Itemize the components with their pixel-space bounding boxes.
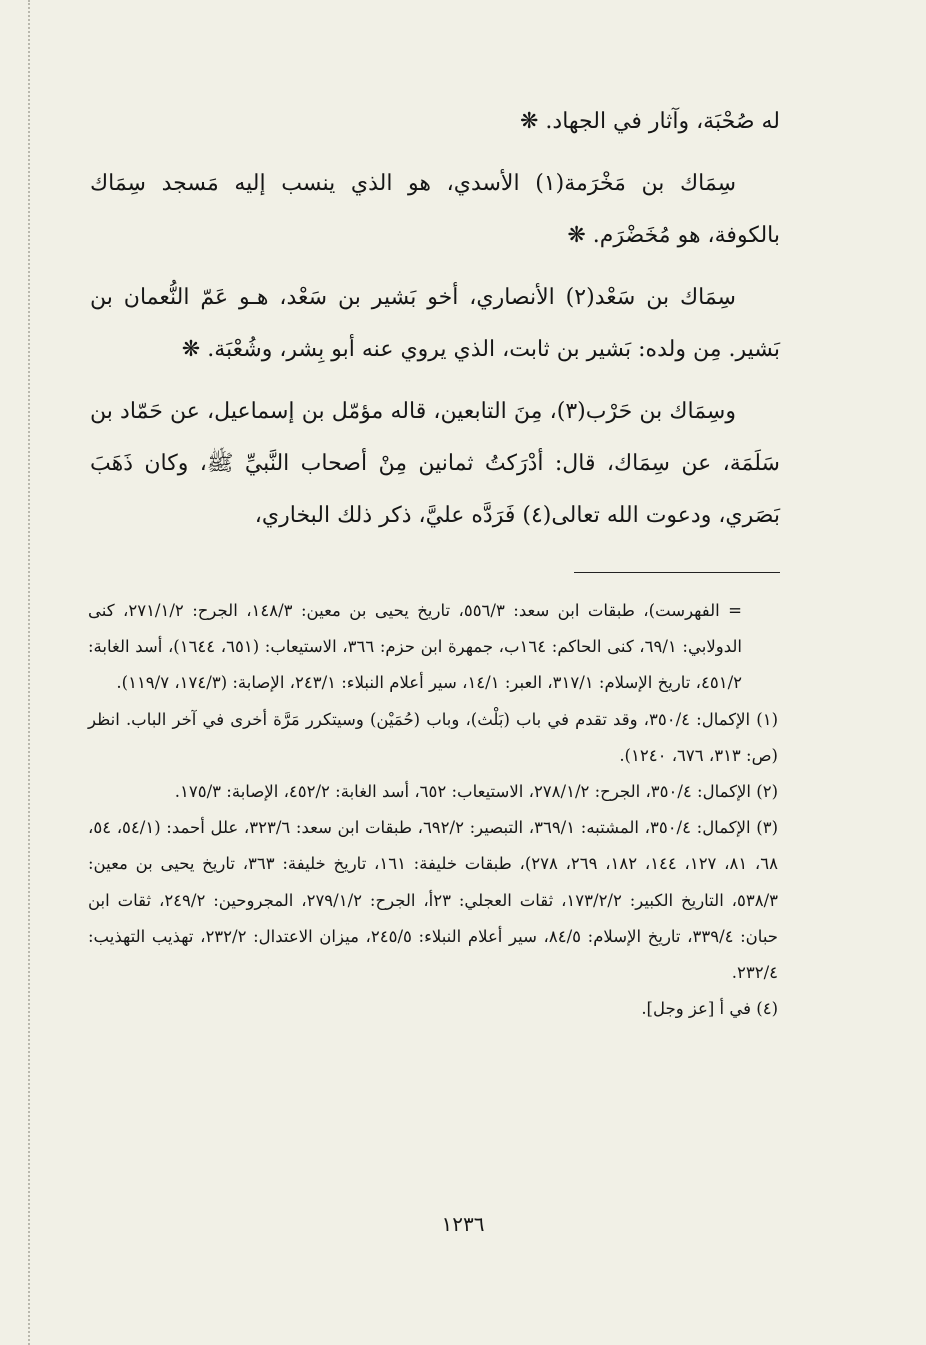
paragraph-1: له صُحْبَة، وآثار في الجهاد. ❋ (519, 109, 780, 134)
footnote-4: (٤) في أ [عز وجل]. (641, 999, 778, 1019)
footnote-1: (١) الإكمال: ٣٥٠/٤، وقد تقدم في باب (بَلْث)، وباب (حُمَيْن) وسيتكرر مَرَّة أخرى في آخر الباب. انظر (ص: ٣١٣، ٦٧٦، ١٢٤٠). (88, 709, 778, 765)
footnote-continuation: = الفهرست)، طبقات ابن سعد: ٥٥٦/٣، تاريخ يحيى بن معين: ١٤٨/٣، الجرح: ٢٧١/١/٢، كنى الدولابي: ٦٩/١، كنى الحاكم: ١٦٤ب، جمهرة ابن حزم: ٣٦٦، الاستيعاب: (٦٥١، ١٦٤٤)، أسد الغابة: ٤٥١/٢، تاريخ الإسلام: ٣١٧/١، العبر: ١٤/١، سير أعلام النبلاء: ٢٤٣/١، الإصابة: (١٧٤/٣، ١١٩/٧). (88, 601, 742, 693)
page-edge-dotted-line (28, 0, 30, 1345)
paragraph-simak-bin-saad: سِمَاك بن سَعْد(٢) الأنصاري، أخو بَشير بن سَعْد، هـو عَمّ النُّعمان بن بَشير. مِن ولده: بَشير بن ثابت، الذي يروي عنه أبو بِشر، وشُعْبَة. ❋ (90, 285, 780, 362)
paragraph-simak-bin-makhrama: سِمَاك بن مَخْرَمة(١) الأسدي، هو الذي ينسب إليه مَسجد سِمَاك بالكوفة، هو مُخَضْرَم. ❋ (90, 171, 780, 248)
footnote-separator (574, 572, 780, 573)
footnote-2: (٢) الإكمال: ٣٥٠/٤، الجرح: ٢٧٨/١/٢، الاستيعاب: ٦٥٢، أسد الغابة: ٤٥٢/٢، الإصابة: ١٧٥/٣. (174, 782, 778, 802)
main-text-block (90, 96, 780, 542)
page-number: ١٢٣٦ (441, 1212, 485, 1236)
paragraph-simak-bin-harb: وسِمَاك بن حَرْب(٣)، مِنَ التابعين، قاله مؤمّل بن إسماعيل، عن حَمّاد بن سَلَمَة، عن سِمَاك، قال: أدْرَكتُ ثمانين مِنْ أصحاب النَّبيِّ ﷺ، وكان ذَهَبَ بَصَري، ودعوت الله تعالى(٤) فَرَدَّه عليَّ، ذكر ذلك البخاري، (90, 399, 780, 528)
footnotes-block (88, 593, 778, 1027)
footnote-3: (٣) الإكمال: ٣٥٠/٤، المشتبه: ٣٦٩/١، التبصير: ٦٩٢/٢، طبقات ابن سعد: ٣٢٣/٦، علل أحمد: (٥٤/١، ٥٤، ٦٨، ٨١، ١٢٧، ١٤٤، ١٨٢، ٢٦٩، ٢٧٨)، طبقات خليفة: ١٦١، تاريخ خليفة: ٣٦٣، تاريخ يحيى بن معين: ٥٣٨/٣، التاريخ الكبير: ١٧٣/٢/٢، ثقات العجلي: ٢٣أ، الجرح: ٢٧٩/١/٢، المجروحين: ٢٤٩/٢، ثقات ابن حبان: ٣٣٩/٤، تاريخ الإسلام: ٨٤/٥، سير أعلام النبلاء: ٢٤٥/٥، ميزان الاعتدال: ٢٣٢/٢، تهذيب التهذيب: ٢٣٢/٤. (88, 818, 779, 983)
